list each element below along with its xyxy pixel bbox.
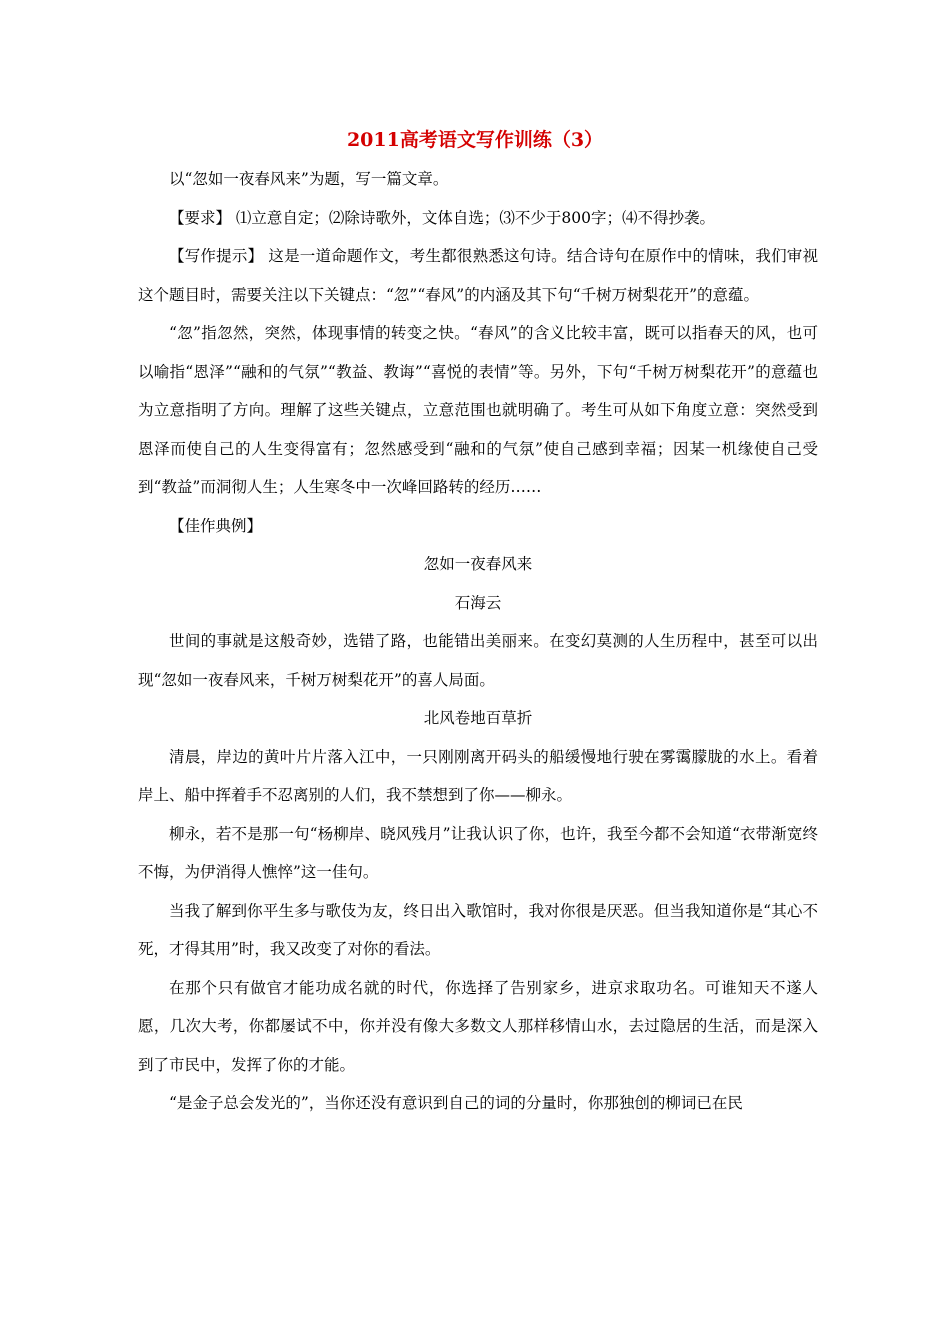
analysis-paragraph: “忽”指忽然，突然，体现事情的转变之快。“春风”的含义比较丰富，既可以指春天的风，也可以喻指“恩泽”“融和的气氛”“教益、教诲”“喜悦的表情”等。另外，下句“千树万树梨花开”的意蕴也为立意指明了方向。理解了这些关键点，立意范围也就明确了。考生可从如下角度立意：突然受到恩泽而使自己的人生变得富有；忽然感受到“融和的气氛”使自己感到幸福；因某一机缘使自己受到“教益”而洞彻人生；人生寒冬中一次峰回路转的经历…… xyxy=(138,324,818,496)
prompt-paragraph: 以“忽如一夜春风来”为题，写一篇文章。 xyxy=(169,170,449,188)
writing-hint-paragraph: 【写作提示】 这是一道命题作文，考生都很熟悉这句诗。结合诗句在原作中的情味，我们审视这个题目时，需要关注以下关键点：“忽”“春风”的内涵及其下句“千树万树梨花开”的意蕴。 xyxy=(138,247,818,304)
essay-paragraph-1: 世间的事就是这般奇妙，选错了路，也能错出美丽来。在变幻莫测的人生历程中，甚至可以出现“忽如一夜春风来，千树万树梨花开”的喜人局面。 xyxy=(138,632,818,689)
essay-paragraph-5: 在那个只有做官才能功成名就的时代，你选择了告别家乡，进京求取功名。可谁知天不遂人愿，几次大考，你都屡试不中，你并没有像大多数文人那样移情山水，去过隐居的生活，而是深入到了市民中，发挥了你的才能。 xyxy=(138,978,818,1074)
essay-author: 石海云 xyxy=(454,593,502,612)
essay-paragraph-2: 清晨，岸边的黄叶片片落入江中，一只刚刚离开码头的船缓慢地行驶在雾霭朦胧的水上。看着岸上、船中挥着手不忍离别的人们，我不禁想到了你——柳永。 xyxy=(138,747,818,804)
essay-paragraph-4: 当我了解到你平生多与歌伎为友，终日出入歌馆时，我对你很是厌恶。但当我知道你是“其心不死，才得其用”时，我又改变了对你的看法。 xyxy=(138,901,818,958)
example-label: 【佳作典例】 xyxy=(169,516,263,535)
requirements-paragraph: 【要求】 ⑴立意自定；⑵除诗歌外，文体自选；⑶不少于800字；⑷不得抄袭。 xyxy=(169,208,716,227)
essay-title: 忽如一夜春风来 xyxy=(423,555,533,573)
document-body xyxy=(138,160,818,1123)
essay-paragraph-6: “是金子总会发光的”，当你还没有意识到自己的词的分量时，你那独创的柳词已在民 xyxy=(169,1094,743,1112)
document-title: 2011高考语文写作训练（3） xyxy=(346,129,604,151)
section-title: 北风卷地百草折 xyxy=(423,709,533,727)
essay-paragraph-3: 柳永，若不是那一句“杨柳岸、晓风残月”让我认识了你，也许，我至今都不会知道“衣带渐宽终不悔，为伊消得人憔悴”这一佳句。 xyxy=(138,824,818,881)
